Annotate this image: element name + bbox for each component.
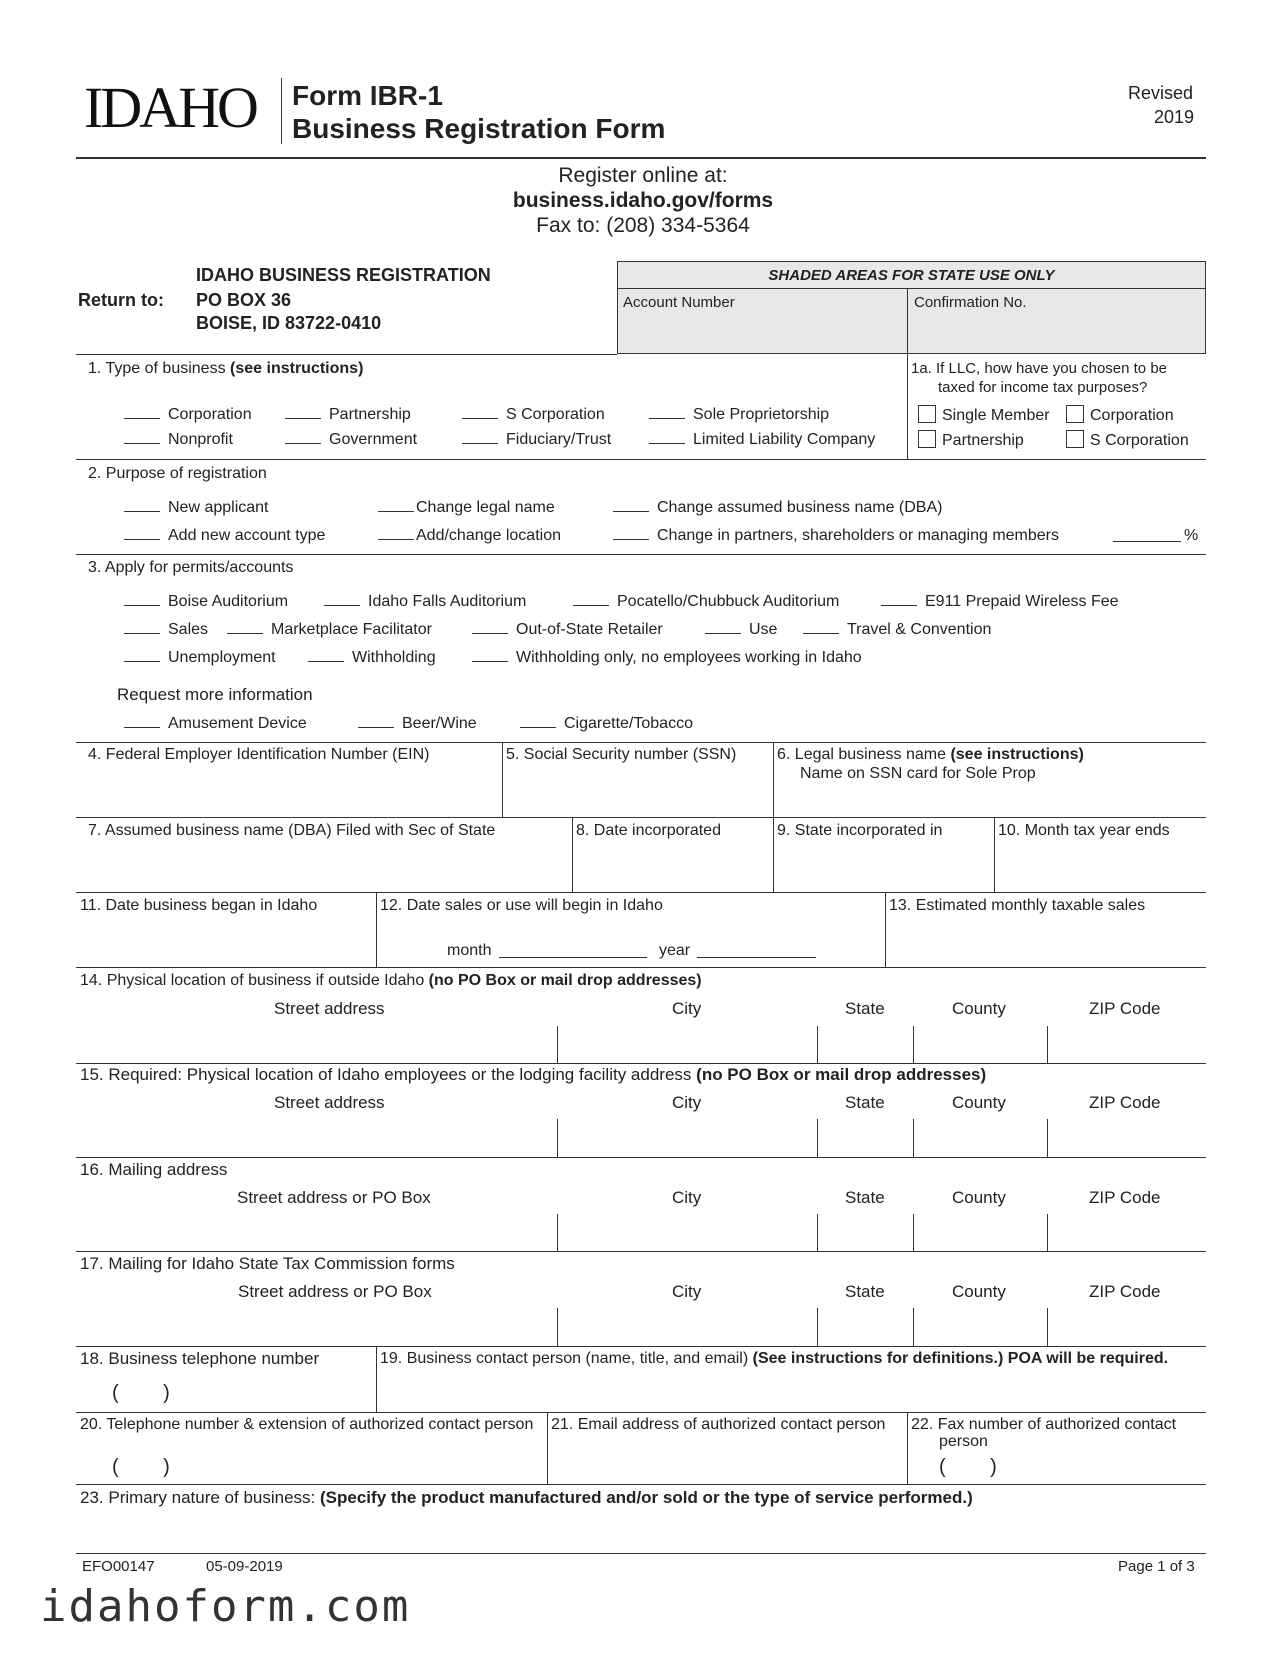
confirmation-number-label: Confirmation No.	[914, 294, 1027, 311]
q15-street-label: Street address	[274, 1093, 385, 1112]
option-llc[interactable]: Limited Liability Company	[649, 430, 875, 450]
q10-tax-year-label: 10. Month tax year ends	[998, 822, 1170, 839]
purpose-change-partners[interactable]: Change in partners, shareholders or managing members	[613, 526, 1059, 546]
q17-street-label: Street address or PO Box	[238, 1282, 432, 1301]
purpose-add-change-location[interactable]: Add/change location	[378, 526, 561, 546]
q12-month-input[interactable]	[499, 941, 647, 958]
permit-pocatello-auditorium[interactable]: Pocatello/Chubbuck Auditorium	[573, 592, 839, 612]
q20-row-bottom-rule	[76, 1484, 1206, 1485]
q1a-label-line2: taxed for income tax purposes?	[938, 379, 1148, 396]
q11-q12-divider	[376, 892, 377, 967]
q2-label: 2. Purpose of registration	[88, 465, 267, 482]
q15-city-label: City	[672, 1093, 702, 1112]
q20-q21-divider	[547, 1412, 548, 1484]
q7-row-bottom-rule	[76, 892, 1206, 893]
q3-label: 3. Apply for permits/accounts	[88, 559, 294, 576]
watermark-text: idahoform.com	[40, 1581, 411, 1632]
q17-zip-label: ZIP Code	[1089, 1282, 1161, 1301]
q19-contact-label: 19. Business contact person (name, title, and email) (See instructions for definitions.) POA will be required.	[380, 1350, 1169, 1367]
request-more-info-label: Request more information	[117, 685, 313, 704]
llc-corporation-checkbox[interactable]: Corporation	[1066, 405, 1174, 426]
permit-boise-auditorium[interactable]: Boise Auditorium	[124, 592, 288, 612]
account-number-label: Account Number	[623, 294, 735, 311]
register-url[interactable]: business.idaho.gov/forms	[512, 189, 774, 212]
permit-e911-fee[interactable]: E911 Prepaid Wireless Fee	[881, 592, 1119, 612]
q11-row-bottom-rule	[76, 967, 1206, 968]
percent-sign: %	[1184, 527, 1199, 544]
taxable-sales-input[interactable]	[889, 920, 1202, 964]
q16-address-input-row[interactable]	[80, 1214, 1202, 1250]
q23-nature-input[interactable]	[80, 1512, 1202, 1548]
q15-bottom-rule	[76, 1157, 1206, 1158]
q18-q19-divider	[376, 1346, 377, 1412]
tax-year-end-input[interactable]	[998, 846, 1202, 890]
permit-idaho-falls-auditorium[interactable]: Idaho Falls Auditorium	[324, 592, 526, 612]
q19-contact-input[interactable]	[380, 1372, 1202, 1410]
q22-label-line1: 22. Fax number of authorized contact	[911, 1416, 1177, 1433]
q22-label-line2: person	[939, 1433, 988, 1450]
return-to-line2: PO BOX 36	[196, 290, 292, 310]
permit-use[interactable]: Use	[705, 620, 777, 640]
q16-zip-label: ZIP Code	[1089, 1188, 1161, 1207]
q15-zip-label: ZIP Code	[1089, 1093, 1161, 1112]
info-beer-wine[interactable]: Beer/Wine	[358, 714, 477, 734]
return-to-line1: IDAHO BUSINESS REGISTRATION	[196, 265, 491, 285]
purpose-add-account-type[interactable]: Add new account type	[124, 526, 325, 546]
q12-year-input[interactable]	[697, 941, 816, 958]
q9-state-incorporated-label: 9. State incorporated in	[777, 822, 943, 839]
q4-q5-divider	[502, 742, 503, 817]
q17-county-label: County	[952, 1282, 1006, 1301]
q14-state-label: State	[845, 999, 885, 1018]
legal-name-input[interactable]	[777, 786, 1202, 814]
fax-number: Fax to: (208) 334-5364	[536, 214, 750, 237]
permit-withholding[interactable]: Withholding	[308, 648, 436, 668]
q15-state-label: State	[845, 1093, 885, 1112]
q22-fax-input[interactable]: ( )	[939, 1456, 997, 1478]
q15-county-label: County	[952, 1093, 1006, 1112]
q6-legal-name-label: 6. Legal business name (see instructions)	[777, 746, 1084, 763]
state-use-title-rule	[617, 288, 1206, 289]
header-divider	[281, 78, 282, 144]
q9-q10-divider	[994, 817, 995, 892]
q5-q6-divider	[773, 742, 774, 817]
q17-bottom-rule	[76, 1346, 1206, 1347]
form-code: EFO00147	[82, 1558, 155, 1575]
ssn-input[interactable]	[506, 770, 769, 814]
llc-s-corporation-checkbox[interactable]: S Corporation	[1066, 430, 1189, 451]
footer-rule	[76, 1553, 1206, 1554]
q18-phone-label: 18. Business telephone number	[80, 1349, 320, 1368]
q14-city-label: City	[672, 999, 702, 1018]
q20-phone-input[interactable]: ( )	[112, 1456, 170, 1478]
q18-row-bottom-rule	[76, 1412, 1206, 1413]
q1-bottom-rule	[76, 459, 1206, 460]
form-number: Form IBR-1	[292, 80, 443, 111]
q21-email-input[interactable]	[551, 1440, 903, 1482]
q13-taxable-sales-label: 13. Estimated monthly taxable sales	[889, 897, 1146, 914]
purpose-change-legal-name[interactable]: Change legal name	[378, 498, 555, 518]
revised-year: 2019	[1154, 107, 1195, 127]
q14-street-label: Street address	[274, 999, 385, 1018]
q1-label: 1. Type of business (see instructions)	[88, 360, 364, 377]
llc-partnership-checkbox[interactable]: Partnership	[918, 430, 1024, 451]
q8-q9-divider	[773, 817, 774, 892]
form-date: 05-09-2019	[206, 1558, 283, 1575]
q14-bottom-rule	[76, 1063, 1206, 1064]
dba-input[interactable]	[80, 846, 568, 890]
purpose-change-dba[interactable]: Change assumed business name (DBA)	[613, 498, 942, 518]
q8-date-incorporated-label: 8. Date incorporated	[576, 822, 721, 839]
option-partnership[interactable]: Partnership	[285, 405, 411, 425]
state-use-divider	[907, 288, 908, 354]
permit-out-of-state-retailer[interactable]: Out-of-State Retailer	[472, 620, 663, 640]
option-government[interactable]: Government	[285, 430, 417, 450]
purpose-new-applicant[interactable]: New applicant	[124, 498, 269, 518]
header-rule	[76, 157, 1206, 159]
q6-sole-prop-note: Name on SSN card for Sole Prop	[800, 765, 1036, 782]
option-fiduciary-trust[interactable]: Fiduciary/Trust	[462, 430, 611, 450]
q18-phone-input[interactable]: ( )	[112, 1382, 170, 1404]
state-use-title: SHADED AREAS FOR STATE USE ONLY	[768, 267, 1055, 284]
q23-label: 23. Primary nature of business: (Specify the product manufactured and/or sold or the type of service performed.)	[80, 1488, 973, 1507]
q12-q13-divider	[885, 892, 886, 967]
q14-zip-label: ZIP Code	[1089, 999, 1161, 1018]
permit-sales[interactable]: Sales	[124, 620, 208, 640]
q17-label: 17. Mailing for Idaho State Tax Commission forms	[80, 1254, 455, 1273]
page-number: Page 1 of 3	[1118, 1558, 1195, 1575]
state-incorporated-input[interactable]	[777, 846, 990, 890]
q16-state-label: State	[845, 1188, 885, 1207]
q12-month-label: month	[447, 942, 492, 959]
return-to-line3: BOISE, ID 83722-0410	[196, 313, 382, 333]
q5-ssn-label: 5. Social Security number (SSN)	[506, 746, 737, 763]
q14-address-input-row[interactable]	[80, 1026, 1202, 1062]
q4-row-bottom-rule	[76, 817, 1206, 818]
llc-single-member-checkbox[interactable]: Single Member	[918, 405, 1050, 426]
option-nonprofit[interactable]: Nonprofit	[124, 430, 233, 450]
q7-q8-divider	[572, 817, 573, 892]
permit-marketplace-facilitator[interactable]: Marketplace Facilitator	[227, 620, 432, 640]
q12-year-label: year	[659, 942, 691, 959]
q16-street-label: Street address or PO Box	[237, 1188, 431, 1207]
q7-dba-label: 7. Assumed business name (DBA) Filed with Sec of State	[88, 822, 496, 839]
info-cigarette-tobacco[interactable]: Cigarette/Tobacco	[520, 714, 693, 734]
q2-bottom-rule	[76, 554, 1206, 555]
permit-withholding-only[interactable]: Withholding only, no employees working in Idaho	[472, 648, 862, 668]
permit-unemployment[interactable]: Unemployment	[124, 648, 276, 668]
q14-label: 14. Physical location of business if outside Idaho (no PO Box or mail drop addresses)	[80, 972, 702, 989]
q11-date-began-label: 11. Date business began in Idaho	[80, 897, 318, 914]
date-incorporated-input[interactable]	[576, 846, 769, 890]
idaho-logo: IDAHO	[84, 75, 256, 140]
return-to-bottom-rule	[76, 354, 617, 355]
q16-city-label: City	[672, 1188, 702, 1207]
option-s-corporation[interactable]: S Corporation	[462, 405, 605, 425]
return-to-label: Return to:	[78, 290, 164, 310]
q17-state-label: State	[845, 1282, 885, 1301]
partners-percent-field[interactable]	[1113, 528, 1181, 542]
revised-label: Revised	[1128, 83, 1194, 103]
option-sole-proprietorship[interactable]: Sole Proprietorship	[649, 405, 829, 425]
q21-q22-divider	[907, 1412, 908, 1484]
q21-label: 21. Email address of authorized contact person	[551, 1416, 886, 1433]
form-title: Business Registration Form	[292, 113, 666, 144]
register-online-label: Register online at:	[558, 164, 728, 187]
q17-address-input-row[interactable]	[80, 1308, 1202, 1345]
q16-county-label: County	[952, 1188, 1006, 1207]
q16-label: 16. Mailing address	[80, 1160, 228, 1179]
permit-travel-convention[interactable]: Travel & Convention	[803, 620, 991, 640]
q14-county-label: County	[952, 999, 1006, 1018]
info-amusement-device[interactable]: Amusement Device	[124, 714, 307, 734]
q15-address-input-row[interactable]	[80, 1119, 1202, 1156]
q1-q1a-divider	[907, 354, 908, 459]
q17-city-label: City	[672, 1282, 702, 1301]
q15-label: 15. Required: Physical location of Idaho employees or the lodging facility address (no PO Box or mail drop addresses)	[80, 1065, 987, 1084]
q3-bottom-rule	[76, 742, 1206, 743]
option-corporation[interactable]: Corporation	[124, 405, 252, 425]
q20-label: 20. Telephone number & extension of authorized contact person	[80, 1416, 534, 1433]
q4-ein-label: 4. Federal Employer Identification Number (EIN)	[88, 746, 430, 763]
ein-input[interactable]	[80, 770, 498, 814]
q1a-label-line1: 1a. If LLC, how have you chosen to be	[911, 360, 1168, 377]
q12-date-sales-label: 12. Date sales or use will begin in Idaho	[380, 897, 663, 914]
date-began-input[interactable]	[80, 920, 372, 964]
q16-bottom-rule	[76, 1251, 1206, 1252]
